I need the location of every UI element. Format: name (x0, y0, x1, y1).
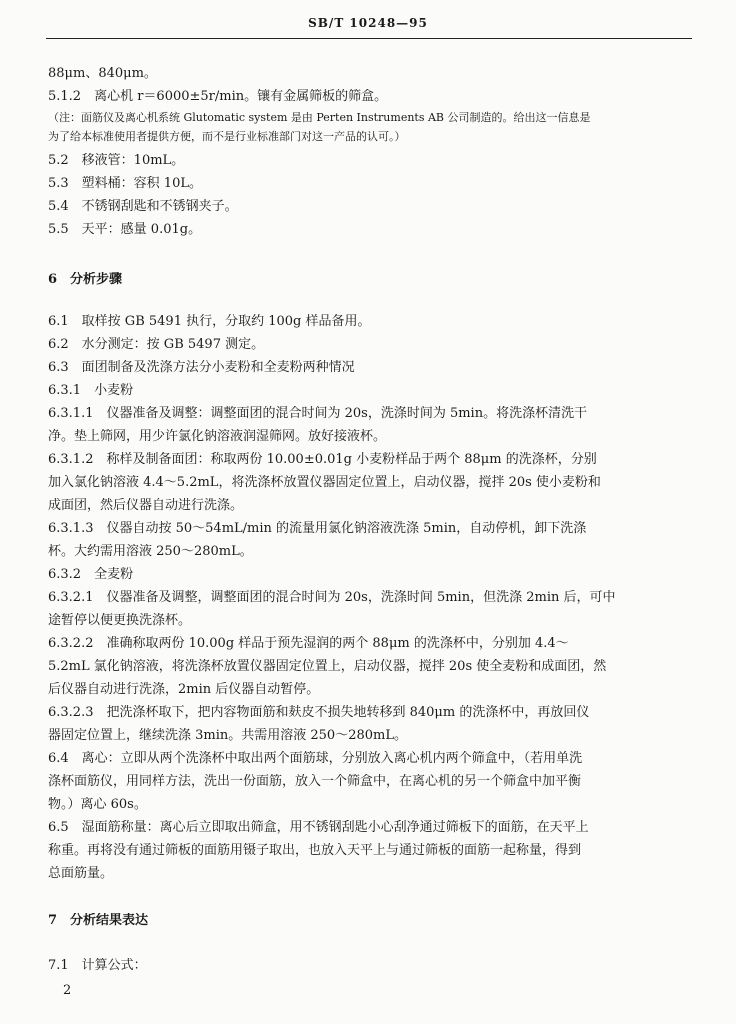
text-line: 总面筋量。 (48, 866, 114, 881)
clause-6-3-2-2: 6.3.2.2 准确称取两份 10.00g 样品于预先湿润的两个 88μm 的洗涤杯中，分别加 4.4～ (48, 636, 569, 651)
text-line: 净。垫上筛网，用少许氯化钠溶液润湿筛网。放好接液杯。 (48, 429, 387, 444)
header-rule (46, 38, 692, 39)
text-line: 称重。再将没有通过筛板的面筋用镊子取出，也放入天平上与通过筛板的面筋一起称量，得到 (48, 843, 582, 858)
clause-6-3-1-1: 6.3.1.1 仪器准备及调整：调整面团的混合时间为 20s，洗涤时间为 5min。将洗涤杯清洗干 (48, 406, 588, 421)
clause-6-1: 6.1 取样按 GB 5491 执行，分取约 100g 样品备用。 (48, 314, 371, 329)
text-line: 器固定位置上，继续洗涤 3min。共需用溶液 250～280mL。 (48, 728, 407, 743)
standard-code-header: SB/T 10248—95 (308, 16, 428, 30)
text-line: 途暂停以便更换洗涤杯。 (48, 613, 192, 628)
clause-6-3-1: 6.3.1 小麦粉 (48, 383, 134, 398)
section-6-heading: 6 分析步骤 (48, 272, 123, 287)
clause-6-3-1-3: 6.3.1.3 仪器自动按 50～54mL/min 的流量用氯化钠溶液洗涤 5min，自动停机，卸下洗涤 (48, 521, 587, 536)
note-line: （注：面筋仪及离心机系统 Glutomatic system 是由 Perten Instruments AB 公司制造的。给出这一信息是 (48, 111, 591, 124)
note-line: 为了给本标准使用者提供方便，而不是行业标准部门对这一产品的认可。） (48, 130, 406, 143)
text-line: 后仪器自动进行洗涤，2min 后仪器自动暂停。 (48, 682, 320, 697)
clause-6-2: 6.2 水分测定：按 GB 5497 测定。 (48, 337, 265, 352)
clause-5-4: 5.4 不锈钢刮匙和不锈钢夹子。 (48, 199, 238, 214)
clause-5-1-2: 5.1.2 离心机 r＝6000±5r/min。镶有金属筛板的筛盒。 (48, 89, 388, 104)
clause-5-3: 5.3 塑料桶：容积 10L。 (48, 176, 202, 191)
clause-6-3-1-2: 6.3.1.2 称样及制备面团：称取两份 10.00±0.01g 小麦粉样品于两个 88μm 的洗涤杯，分别 (48, 452, 597, 467)
section-7-heading: 7 分析结果表达 (48, 913, 149, 928)
clause-6-3-2: 6.3.2 全麦粉 (48, 567, 134, 582)
text-line: 物。）离心 60s。 (48, 797, 147, 812)
text-line: 加入氯化钠溶液 4.4～5.2mL，将洗涤杯放置仪器固定位置上，启动仪器，搅拌 20s 使小麦粉和 (48, 475, 601, 490)
text-line: 88μm、840μm。 (48, 66, 157, 81)
clause-6-4: 6.4 离心：立即从两个洗涤杯中取出两个面筋球，分别放入离心机内两个筛盒中，（若用单洗 (48, 751, 583, 766)
text-line: 杯。大约需用溶液 250～280mL。 (48, 544, 253, 559)
page-number: 2 (63, 983, 72, 998)
clause-6-3: 6.3 面团制备及洗涤方法分小麦粉和全麦粉两种情况 (48, 360, 355, 375)
text-line: 涤杯面筋仪，用同样方法，洗出一份面筋，放入一个筛盒中，在离心机的另一个筛盒中加平衡 (48, 774, 582, 789)
text-line: 5.2mL 氯化钠溶液，将洗涤杯放置仪器固定位置上，启动仪器，搅拌 20s 使全麦粉和成面团，然 (48, 659, 607, 674)
clause-6-3-2-3: 6.3.2.3 把洗涤杯取下，把内容物面筋和麸皮不损失地转移到 840μm 的洗涤杯中，再放回仪 (48, 705, 590, 720)
clause-7-1: 7.1 计算公式： (48, 958, 147, 973)
clause-6-3-2-1: 6.3.2.1 仪器准备及调整，调整面团的混合时间为 20s，洗涤时间 5min，但洗涤 2min 后，可中 (48, 590, 616, 605)
clause-5-5: 5.5 天平：感量 0.01g。 (48, 222, 202, 237)
text-line: 成面团，然后仪器自动进行洗涤。 (48, 498, 244, 513)
clause-5-2: 5.2 移液管：10mL。 (48, 153, 185, 168)
clause-6-5: 6.5 湿面筋称量：离心后立即取出筛盒，用不锈钢刮匙小心刮净通过筛板下的面筋，在天平上 (48, 820, 589, 835)
